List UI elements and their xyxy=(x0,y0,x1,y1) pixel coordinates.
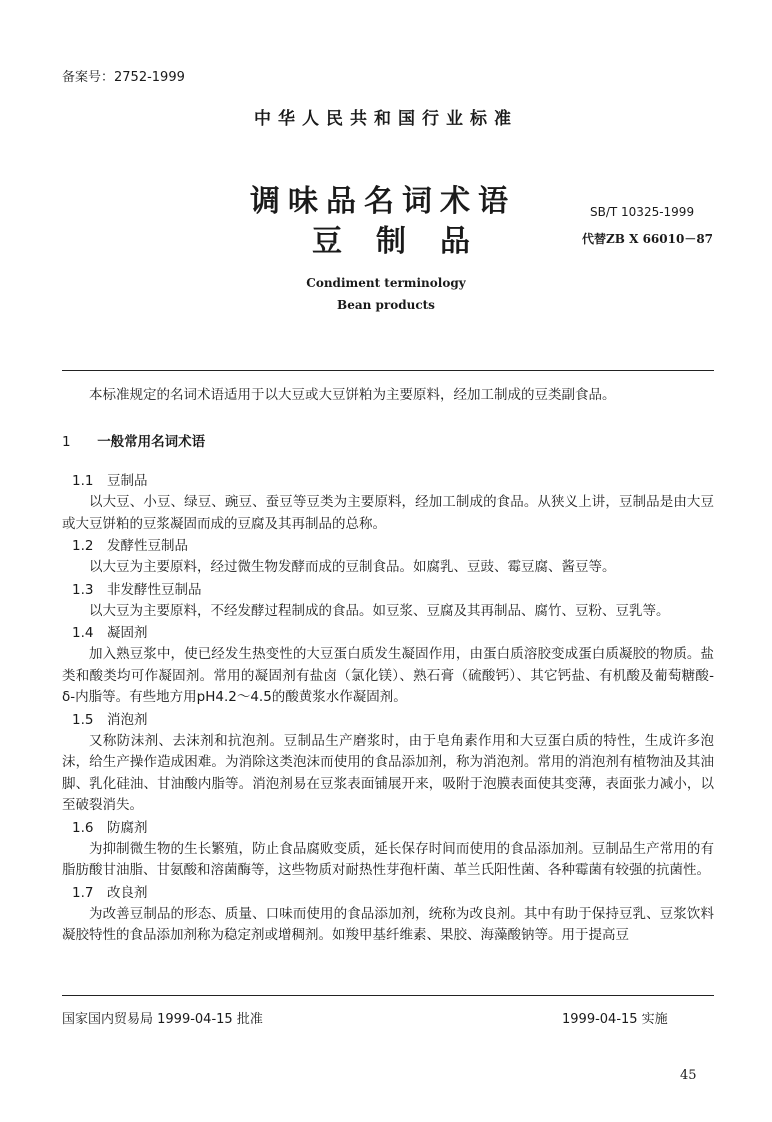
implementation-note: 1999-04-15 实施 xyxy=(562,1012,668,1027)
term-number: 1.2 xyxy=(72,538,94,554)
document-title: 调味品名词术语 xyxy=(250,184,516,219)
page-number: 45 xyxy=(680,1068,697,1083)
term-name: 消泡剂 xyxy=(106,711,148,728)
term-heading xyxy=(62,817,714,839)
term-heading xyxy=(62,709,714,731)
english-subtitle: Bean products xyxy=(337,298,435,312)
term-heading xyxy=(62,579,714,601)
term-number: 1.7 xyxy=(72,884,94,901)
scope-paragraph: 本标准规定的名词术语适用于以大豆或大豆饼粕为主要原料，经加工制成的豆类副食品。 xyxy=(89,387,616,403)
term-heading xyxy=(62,535,714,557)
term-name: 凝固剂 xyxy=(106,625,148,641)
term-heading xyxy=(62,622,714,644)
english-title: Condiment terminology xyxy=(306,276,466,290)
term-name: 豆制品 xyxy=(106,473,148,489)
section-number: 1 xyxy=(62,434,71,450)
term-item xyxy=(62,470,714,535)
term-name: 改良剂 xyxy=(106,884,148,901)
replaces-standard: 代替ZB X 66010－87 xyxy=(582,232,714,246)
term-definition: 以大豆为主要原料，经过微生物发酵而成的豆制食品。如腐乳、豆豉、霉豆腐、酱豆等。 xyxy=(89,559,616,575)
term-definition: 以大豆为主要原料，不经发酵过程制成的食品。如豆浆、豆腐及其再制品、腐竹、豆粉、豆乳等。 xyxy=(89,602,670,619)
term-item xyxy=(62,622,714,709)
header-divider xyxy=(62,370,714,371)
document-subtitle: 豆制品 xyxy=(312,224,504,259)
term-definition: 为改善豆制品的形态、质量、口味而使用的食品添加剂，统称为改良剂。其中有助于保持豆乳、豆浆饮料凝胶特性的食品添加剂称为稳定剂或增稠剂。如羧甲基纤维素、果胶、海藻酸钠等。用于提高豆 xyxy=(62,905,714,943)
term-item xyxy=(62,535,714,579)
term-name: 非发酵性豆制品 xyxy=(106,581,202,598)
term-definition: 加入熟豆浆中，使已经发生热变性的大豆蛋白质发生凝固作用，由蛋白质溶胶变成蛋白质凝胶的物质。盐类和酸类均可作凝固剂。常用的凝固剂有盐卤（氯化镁）、熟石膏（硫酸钙）、其它钙盐、有机酸及葡萄糖酸-δ-内脂等。有些地方用pH4.2～4.5的酸黄浆水作凝固剂。 xyxy=(62,646,714,705)
term-number: 1.6 xyxy=(72,819,94,836)
section-title: 一般常用名词术语 xyxy=(97,434,206,450)
term-item xyxy=(62,817,714,882)
term-definition: 又称防沫剂、去沫剂和抗泡剂。豆制品生产磨浆时，由于皂角素作用和大豆蛋白质的特性，生成许多泡沫，给生产操作造成困难。为消除这类泡沫而使用的食品添加剂，称为消泡剂。常用的消泡剂有植物油及其油脚、乳化硅油、甘油酸内脂等。消泡剂易在豆浆表面铺展开来，吸附于泡膜表面使其变薄，表面张力减小，以至破裂消失。 xyxy=(62,732,714,813)
industry-standard-heading: 中华人民共和国行业标准 xyxy=(254,109,518,129)
section-heading xyxy=(62,430,205,450)
term-heading xyxy=(62,470,714,492)
record-number: 备案号：2752-1999 xyxy=(62,70,185,85)
approval-note: 国家国内贸易局 1999-04-15 批准 xyxy=(62,1012,263,1027)
term-number: 1.4 xyxy=(72,625,94,641)
term-item xyxy=(62,709,714,817)
term-name: 防腐剂 xyxy=(106,819,148,836)
term-heading xyxy=(62,882,714,904)
footer-divider xyxy=(62,995,714,996)
term-number: 1.5 xyxy=(72,711,94,728)
term-item xyxy=(62,579,714,623)
term-definition: 以大豆、小豆、绿豆、豌豆、蚕豆等豆类为主要原料，经加工制成的食品。从狭义上讲，豆制品是由大豆或大豆饼粕的豆浆凝固而成的豆腐及其再制品的总称。 xyxy=(62,494,714,532)
term-number: 1.3 xyxy=(72,581,94,598)
term-definition: 为抑制微生物的生长繁殖，防止食品腐败变质，延长保存时间而使用的食品添加剂。豆制品生产常用的有脂肪酸甘油脂、甘氨酸和溶菌酶等，这些物质对耐热性芽孢杆菌、革兰氏阳性菌、各种霉菌有较强的抗菌性。 xyxy=(62,840,714,878)
term-name: 发酵性豆制品 xyxy=(106,538,188,554)
term-item xyxy=(62,882,714,947)
standard-code: SB/T 10325-1999 xyxy=(590,205,695,219)
terms-list xyxy=(62,470,714,947)
term-number: 1.1 xyxy=(72,473,94,489)
